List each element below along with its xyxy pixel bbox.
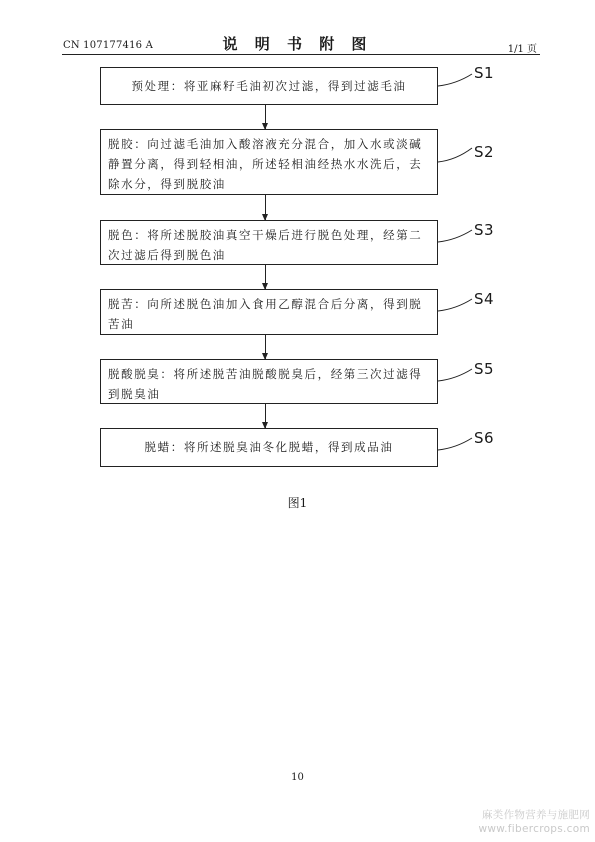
watermark-site-name: 麻类作物营养与施肥网 xyxy=(482,809,590,821)
step-leader-s4 xyxy=(438,293,478,315)
step-box-s2: 脱胶：向过滤毛油加入酸溶液充分混合，加入水或淡碱静置分离，得到轻相油，所述轻相油经热水水洗后，去除水分，得到脱胶油 xyxy=(100,129,438,195)
step-label-s5: S5 xyxy=(474,360,495,378)
step-box-s5: 脱酸脱臭：将所述脱苦油脱酸脱臭后，经第三次过滤得到脱臭油 xyxy=(100,359,438,404)
document-title: 说 明 书 附 图 xyxy=(222,35,373,53)
step-box-s1: 预处理：将亚麻籽毛油初次过滤，得到过滤毛油 xyxy=(100,67,438,105)
page-number: 10 xyxy=(291,772,304,783)
step-box-s6: 脱蜡：将所述脱臭油冬化脱蜡，得到成品油 xyxy=(100,428,438,467)
step-leader-s1 xyxy=(438,70,478,90)
watermark-url: www.fibercrops.com xyxy=(478,823,590,835)
header-divider xyxy=(62,54,540,55)
flow-arrow-s1-s2 xyxy=(265,105,266,129)
step-label-s4: S4 xyxy=(474,290,495,308)
step-leader-s6 xyxy=(438,432,478,454)
step-label-s6: S6 xyxy=(474,429,495,447)
step-box-s4: 脱苦：向所述脱色油加入食用乙醇混合后分离，得到脱苦油 xyxy=(100,289,438,335)
step-label-s1: S1 xyxy=(474,64,495,82)
flow-arrow-s4-s5 xyxy=(265,335,266,359)
figure-caption: 图1 xyxy=(287,496,308,510)
step-leader-s2 xyxy=(438,142,478,166)
step-label-s3: S3 xyxy=(474,221,495,239)
flow-arrow-s3-s4 xyxy=(265,265,266,289)
watermark xyxy=(478,808,590,836)
step-leader-s3 xyxy=(438,224,478,246)
flow-arrow-s2-s3 xyxy=(265,195,266,220)
step-box-s3: 脱色：将所述脱胶油真空干燥后进行脱色处理，经第二次过滤后得到脱色油 xyxy=(100,220,438,265)
flow-arrow-s5-s6 xyxy=(265,404,266,428)
step-label-s2: S2 xyxy=(474,143,495,161)
page-count: 1/1 页 xyxy=(507,44,537,55)
publication-number: CN 107177416 A xyxy=(63,40,154,51)
step-leader-s5 xyxy=(438,363,478,385)
